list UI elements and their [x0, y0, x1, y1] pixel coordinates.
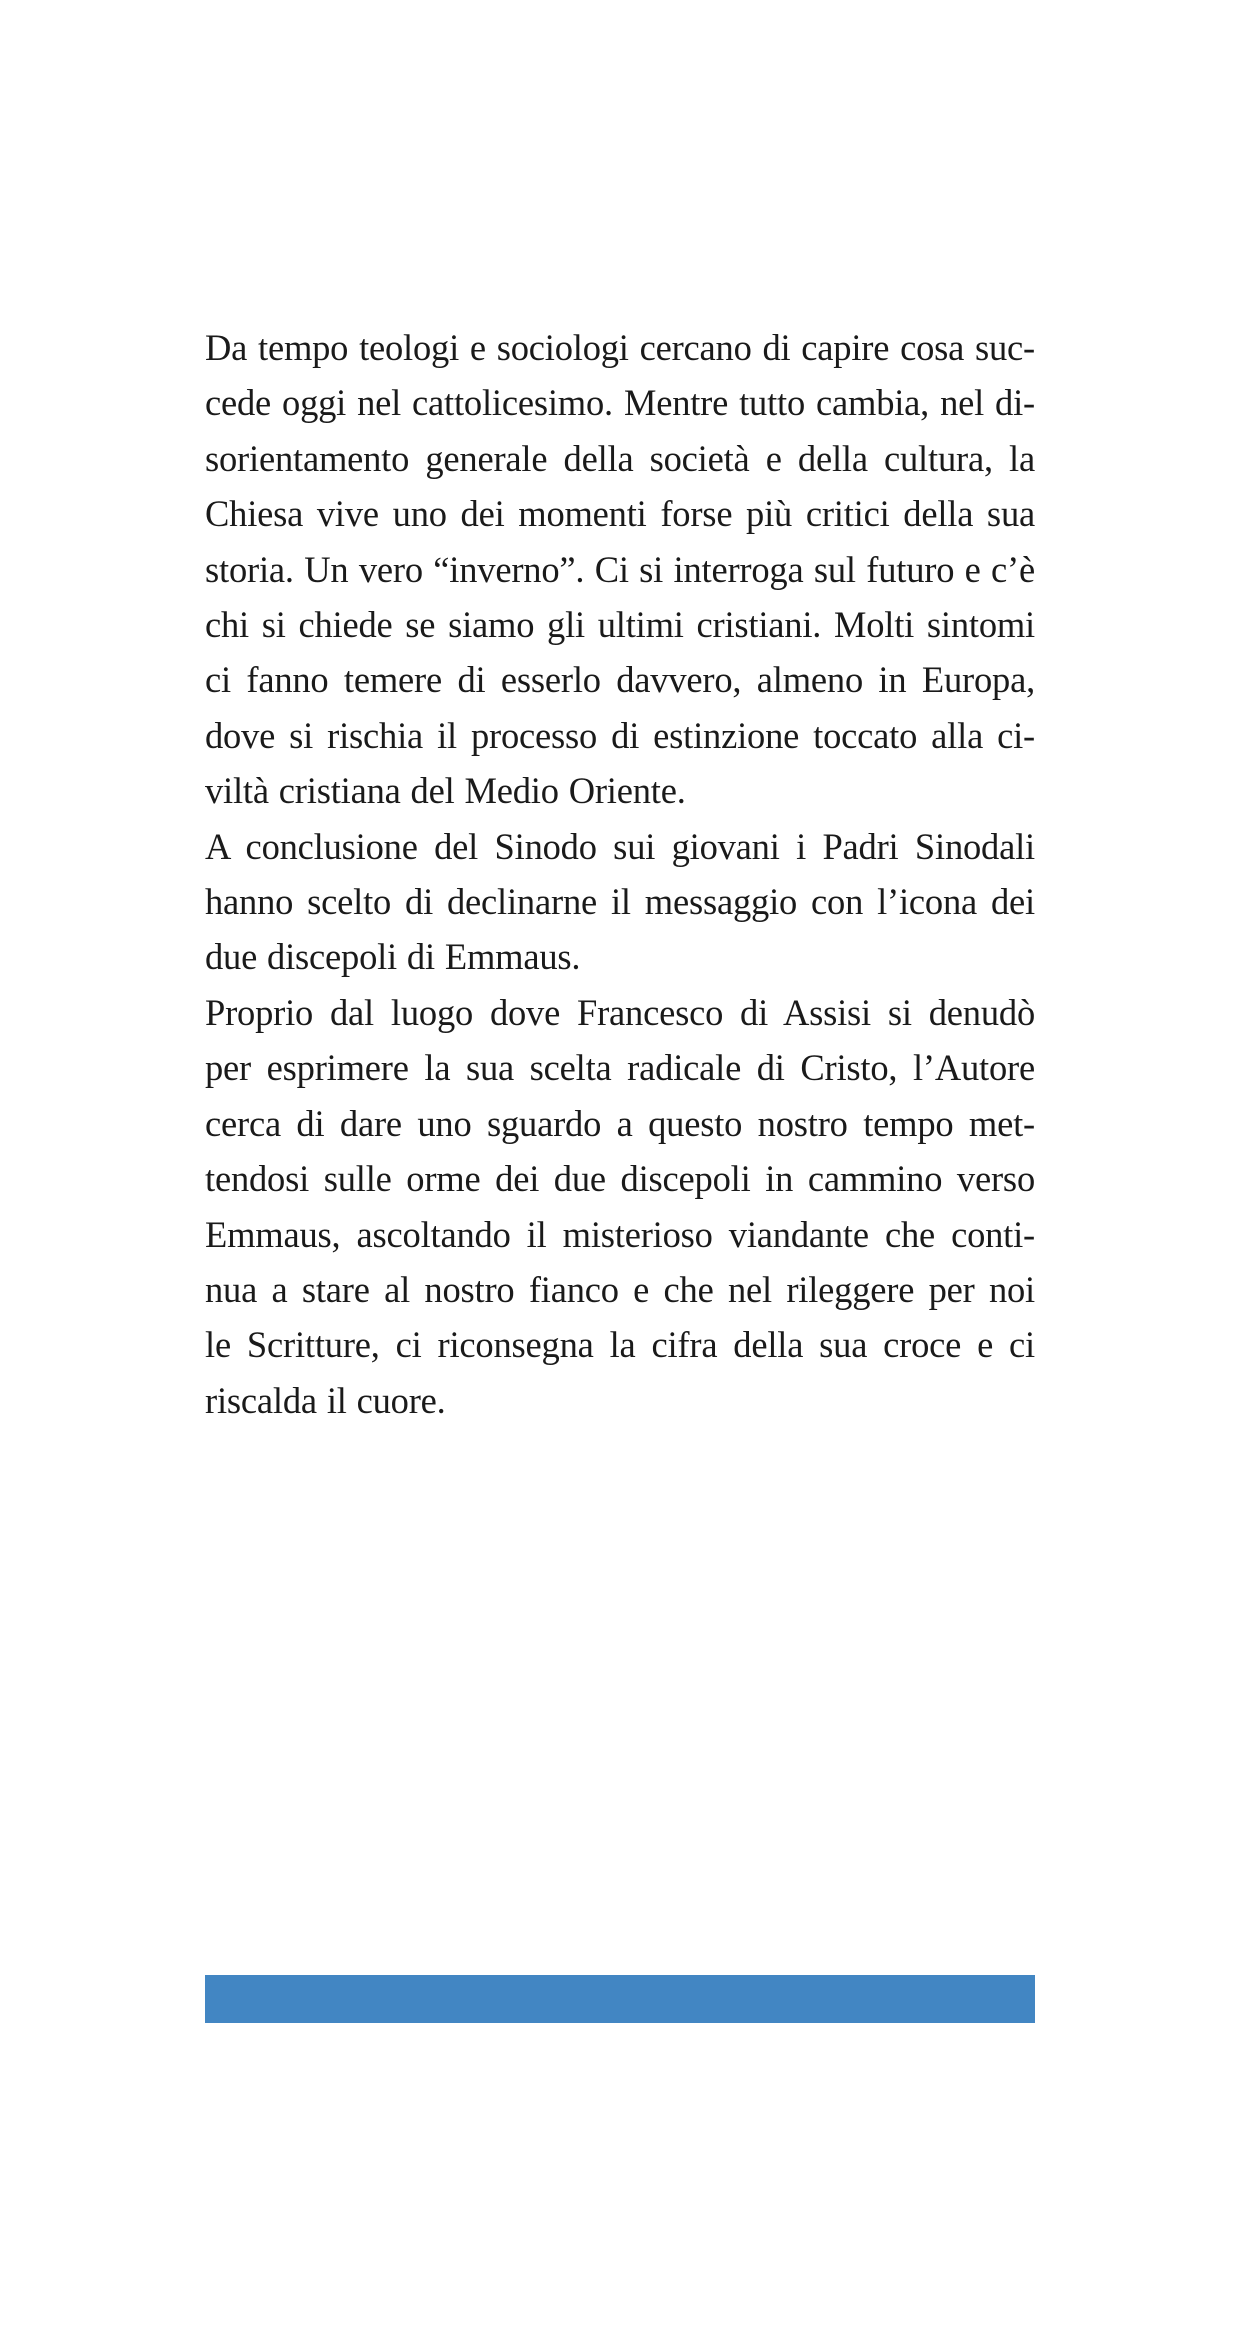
text-line: hanno scelto di declinarne il messaggio con l’icona dei [205, 881, 1035, 923]
text-line: chi si chiede se siamo gli ultimi cristiani. Molti sintomi [205, 604, 1035, 646]
blurb-paragraph-2 [205, 819, 1035, 985]
text-line: A conclusione del Sinodo sui giovani i Padri Sinodali [205, 825, 1035, 867]
text-line: cede oggi nel cattolicesimo. Mentre tutto cambia, nel di- [205, 382, 1035, 424]
text-line: dove si rischia il processo di estinzione toccato alla ci- [205, 714, 1035, 756]
text-line: viltà cristiana del Medio Oriente. [205, 770, 686, 812]
blurb-paragraph-3 [205, 985, 1035, 1428]
text-line: nua a stare al nostro fianco e che nel rileggere per noi [205, 1268, 1035, 1310]
blurb-text [205, 320, 1035, 1428]
blurb-paragraph-1 [205, 320, 1035, 819]
text-line: due discepoli di Emmaus. [205, 936, 581, 978]
text-line: cerca di dare uno sguardo a questo nostro tempo met- [205, 1102, 1035, 1144]
text-line: per esprimere la sua scelta radicale di Cristo, l’Autore [205, 1047, 1035, 1089]
text-line: storia. Un vero “inverno”. Ci si interroga sul futuro e c’è [205, 548, 1035, 590]
text-line: sorientamento generale della società e della cultura, la [205, 437, 1035, 479]
accent-bar [205, 1975, 1035, 2023]
text-line: le Scritture, ci riconsegna la cifra della sua croce e ci [205, 1324, 1035, 1366]
text-line: ci fanno temere di esserlo davvero, almeno in Europa, [205, 659, 1035, 701]
text-line: riscalda il cuore. [205, 1379, 446, 1421]
text-line: Proprio dal luogo dove Francesco di Assisi si denudò [205, 991, 1035, 1033]
text-line: Chiesa vive uno dei momenti forse più critici della sua [205, 493, 1035, 535]
text-line: Da tempo teologi e sociologi cercano di capire cosa suc- [205, 327, 1035, 368]
text-line: tendosi sulle orme dei due discepoli in cammino verso [205, 1158, 1035, 1200]
text-line: Emmaus, ascoltando il misterioso viandante che conti- [205, 1213, 1035, 1255]
